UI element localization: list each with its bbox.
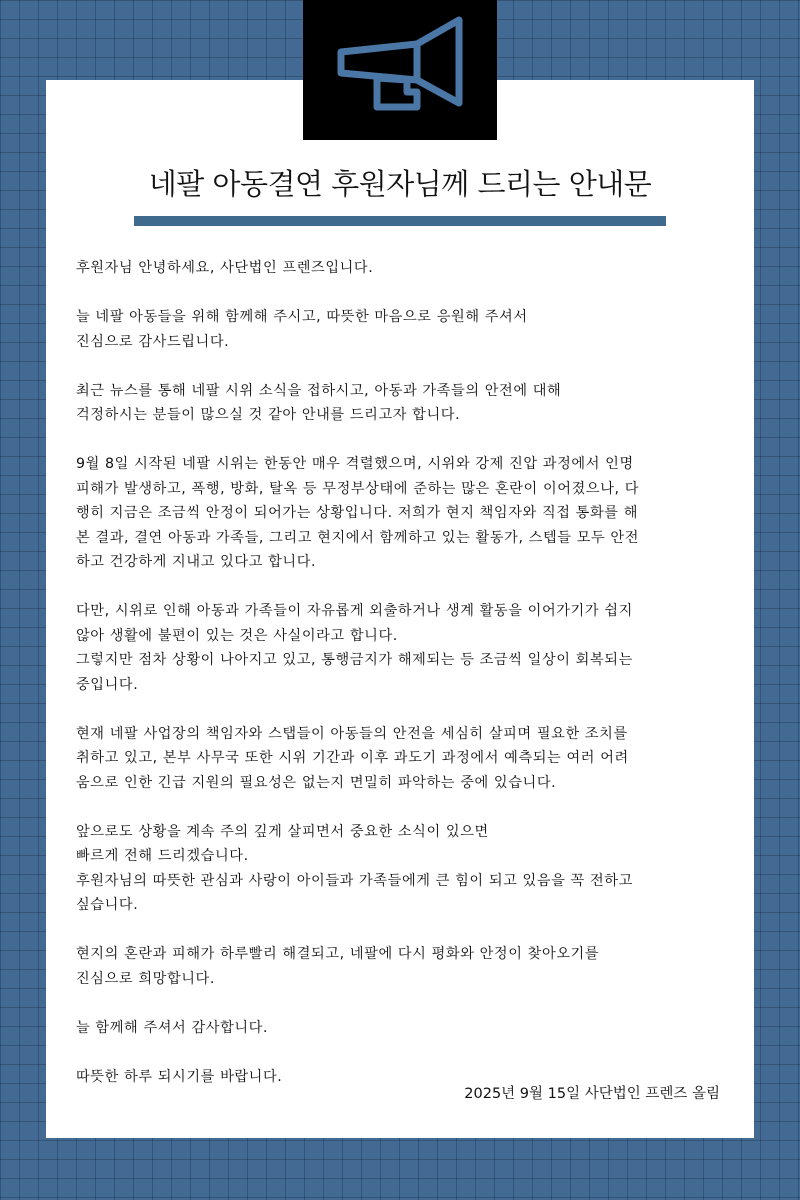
paragraph-line: 걱정하시는 분들이 많으실 것 같아 안내를 드리고자 합니다. [76,407,461,423]
paragraph-line: 싶습니다. [76,897,139,913]
letter-paragraph [76,820,726,918]
megaphone-icon [303,0,497,140]
paragraph-line: 그렇지만 점차 상황이 나아지고 있고, 통행금지가 해제되는 등 조금씩 일상이 회복되는 [76,652,633,668]
letter-paragraph [76,256,726,281]
letter-paragraph [76,942,726,991]
paragraph-line: 취하고 있고, 본부 사무국 또한 시위 기간과 이후 과도기 과정에서 예측되는 여러 어려 [76,750,629,766]
paragraph-line: 행히 지금은 조금씩 안정이 되어가는 상황입니다. 저희가 현지 책임자와 직접 통화를 해 [76,505,638,521]
letter-paragraph [76,452,726,575]
paragraph-line: 중입니다. [76,676,139,693]
paragraph-line: 앞으로도 상황을 계속 주의 깊게 살피면서 중요한 소식이 있으면 [76,823,489,840]
paragraph-line: 진심으로 희망합니다. [76,970,215,987]
paragraph-line: 후원자님 안녕하세요, 사단법인 프렌즈입니다. [76,260,374,276]
paragraph-line: 피해가 발생하고, 폭행, 방화, 탈옥 등 무정부상태에 준하는 많은 혼란이 이어졌으나, 다 [76,480,640,497]
paragraph-line: 9월 8일 시작된 네팔 시위는 한동안 매우 격렬했으며, 시위와 강제 진압 과정에서 인명 [76,456,634,472]
letter-paragraph [76,305,726,354]
paragraph-line: 다만, 시위로 인해 아동과 가족들이 자유롭게 외출하거나 생계 활동을 이어가기가 쉽지 [76,603,633,619]
paragraph-line: 움으로 인한 긴급 지원의 필요성은 없는지 면밀히 파악하는 중에 있습니다. [76,774,557,791]
paragraph-line: 본 결과, 결연 아동과 가족들, 그리고 현지에서 함께하고 있는 활동가, 스텝들 모두 안전 [76,529,640,546]
title-underline [134,216,666,226]
page-title: 네팔 아동결연 후원자님께 드리는 안내문 [148,167,652,201]
paragraph-line: 진심으로 감사드립니다. [76,333,230,350]
paragraph-line: 않아 생활에 불편이 있는 것은 사실이라고 합니다. [76,627,398,644]
letter-body [76,256,726,1114]
paragraph-line: 최근 뉴스를 통해 네팔 시위 소식을 접하시고, 아동과 가족들의 안전에 대해 [76,382,562,399]
letter-paragraph [76,379,726,428]
signature: 2025년 9월 15일 사단법인 프렌즈 올림 [464,1086,720,1102]
letter-paragraph [76,599,726,697]
paragraph-line: 하고 건강하게 지내고 있다고 합니다. [76,554,317,570]
letter-paragraph [76,1016,726,1041]
paragraph-line: 현재 네팔 사업장의 책임자와 스탭들이 아동들의 안전을 세심히 살피며 필요한 조치를 [76,725,628,742]
letter-paragraph [76,722,726,796]
paragraph-line: 현지의 혼란과 피해가 하루빨리 해결되고, 네팔에 다시 평화와 안정이 찾아오기를 [76,946,600,962]
paragraph-line: 늘 함께해 주셔서 감사합니다. [76,1019,269,1036]
paragraph-line: 따뜻한 하루 되시기를 바랍니다. [76,1068,283,1085]
paragraph-line: 후원자님의 따뜻한 관심과 사랑이 아이들과 가족들에게 큰 힘이 되고 있음을 꼭 전하고 [76,872,633,889]
paragraph-line: 늘 네팔 아동들을 위해 함께해 주시고, 따뜻한 마음으로 응원해 주셔서 [76,309,528,325]
paragraph-line: 빠르게 전해 드리겠습니다. [76,848,249,864]
